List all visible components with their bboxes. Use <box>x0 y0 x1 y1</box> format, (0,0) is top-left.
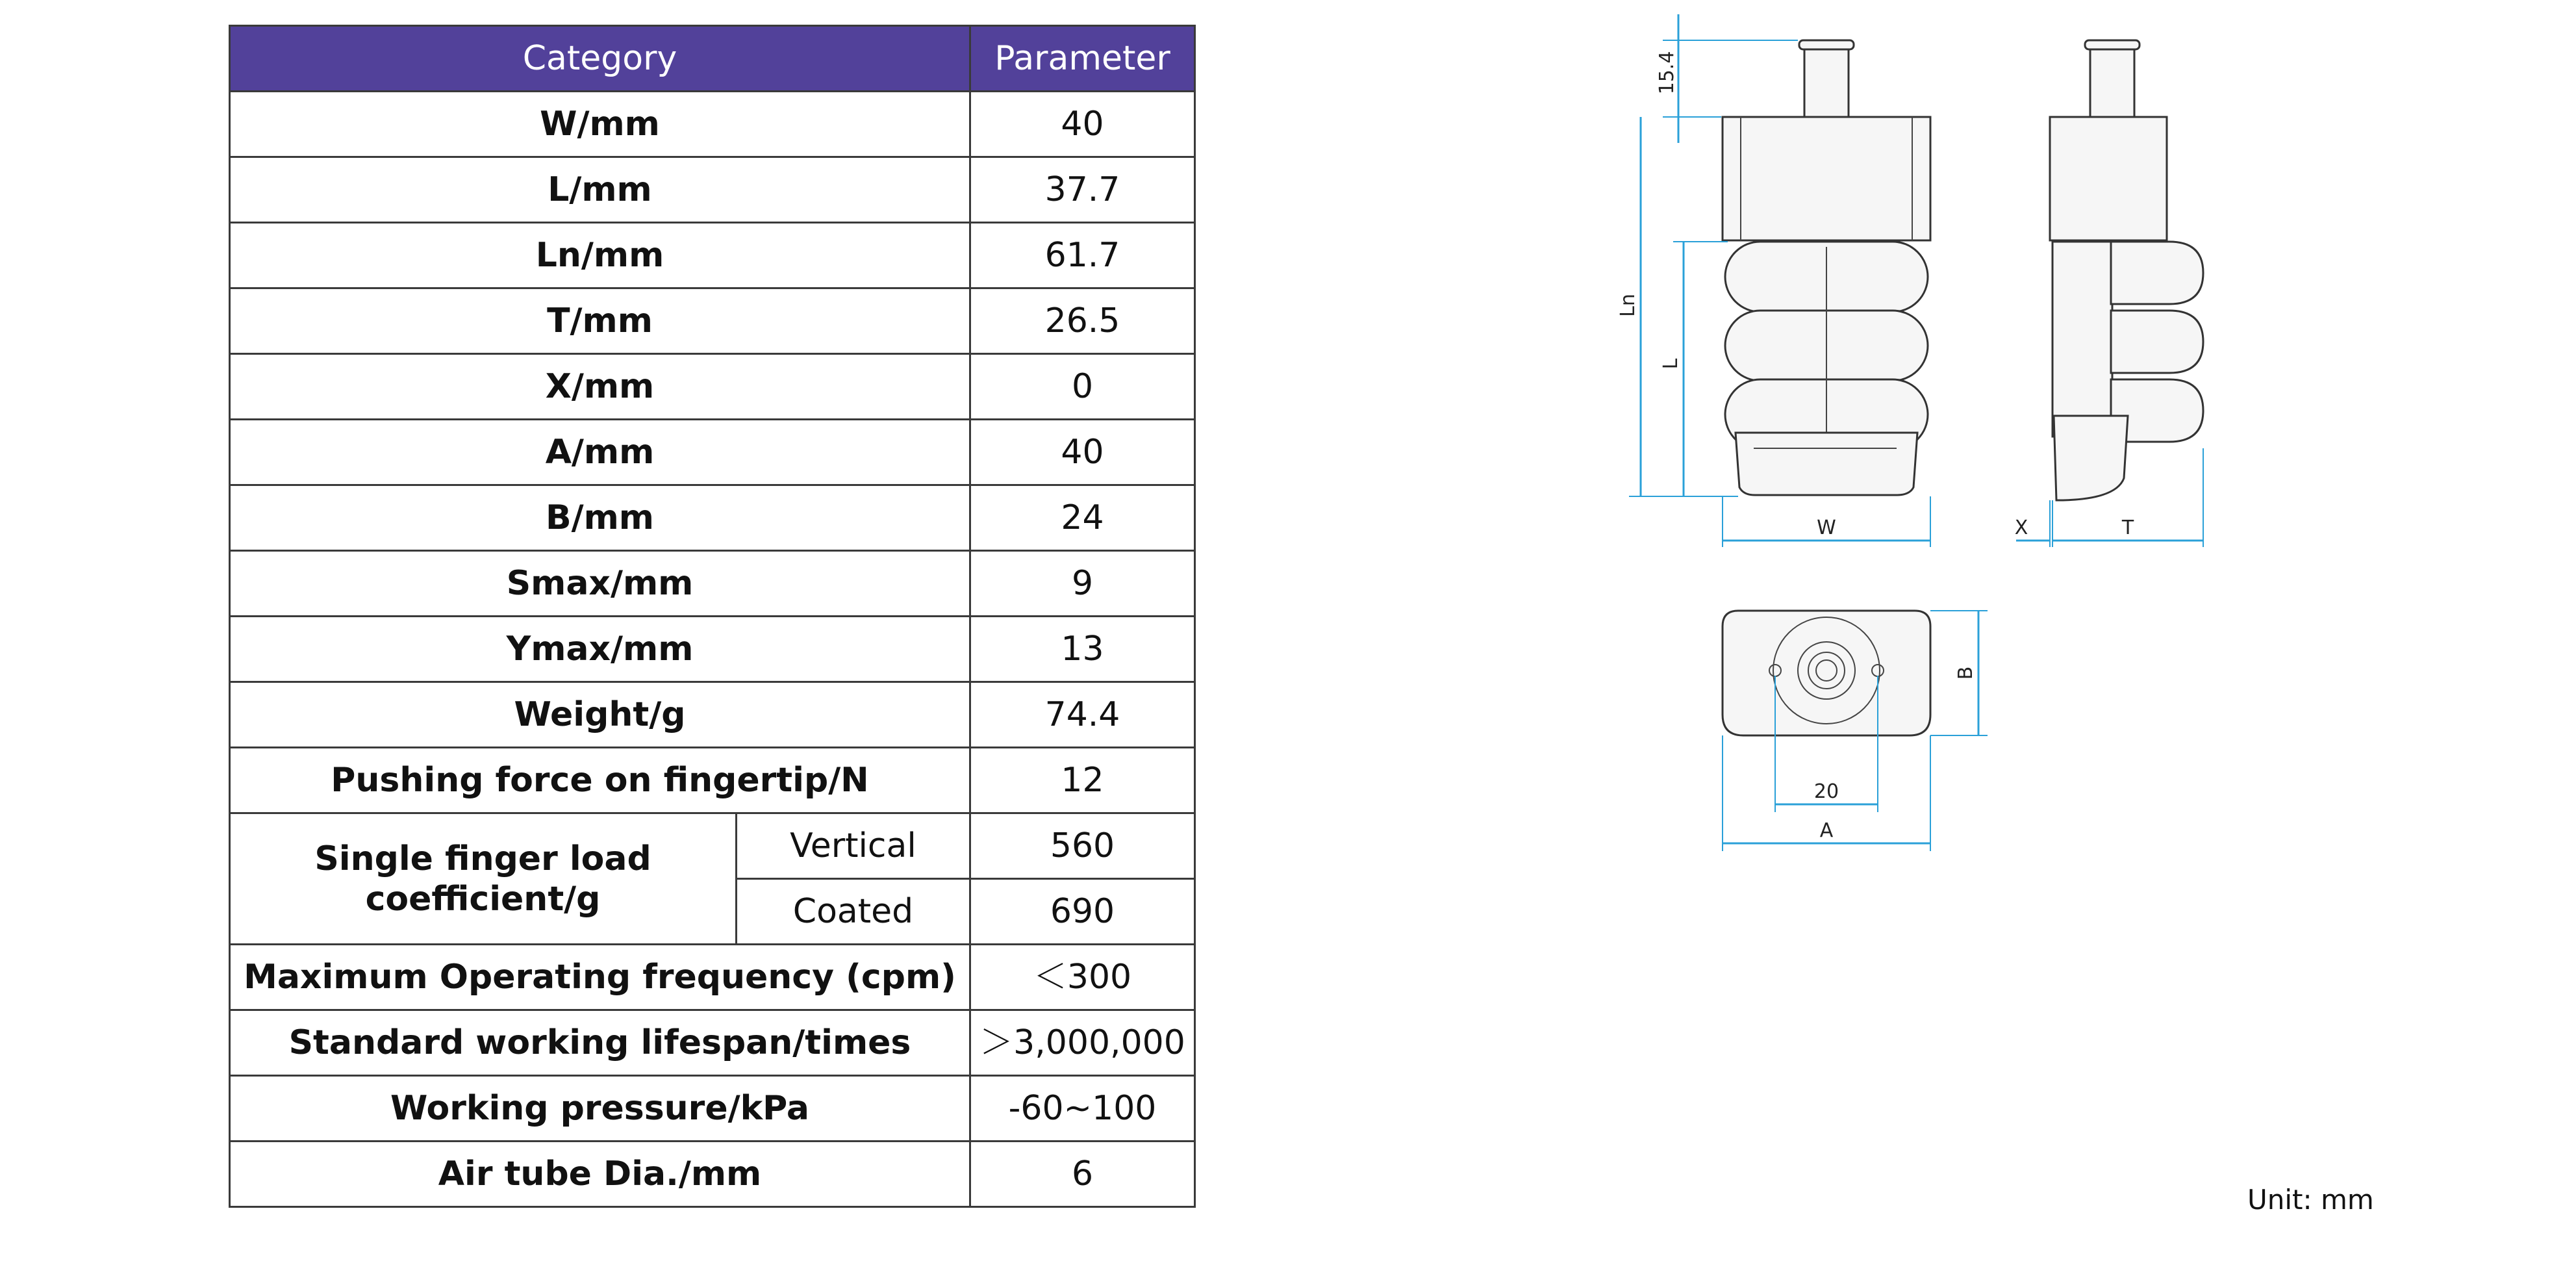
mount-block <box>1723 117 1930 240</box>
front-view <box>1723 40 1930 495</box>
label-top-height: 15.4 <box>1656 51 1678 95</box>
row-value: 37.7 <box>970 157 1195 223</box>
label-w: W <box>1817 517 1836 539</box>
label-x: X <box>2014 517 2028 539</box>
row-value: 40 <box>970 420 1195 485</box>
label-t: T <box>2121 517 2134 539</box>
label-hole-pitch: 20 <box>1813 780 1839 803</box>
side-fitting-cap <box>2085 40 2140 49</box>
bottom-outline <box>1723 611 1930 735</box>
unit-note: Unit: mm <box>2247 1184 2374 1216</box>
row-value: 74.4 <box>970 682 1195 748</box>
label-ln: Ln <box>1617 294 1639 317</box>
row-category: A/mm <box>230 420 970 485</box>
coated-value: 690 <box>970 879 1195 945</box>
row-value: 6 <box>970 1142 1195 1207</box>
row-category: Air tube Dia./mm <box>230 1142 970 1207</box>
fingertip-pad <box>1736 433 1917 495</box>
row-value: 13 <box>970 617 1195 682</box>
label-b: B <box>1954 666 1977 680</box>
row-category: Standard working lifespan/times <box>230 1010 970 1076</box>
vertical-label: Vertical <box>737 813 970 879</box>
row-value: 0 <box>970 354 1195 420</box>
row-value: ＞3,000,000 <box>970 1010 1195 1076</box>
load-category-line2: coefficient/g <box>365 879 601 919</box>
row-value: ＜300 <box>970 945 1195 1010</box>
air-fitting-stem <box>1804 49 1849 117</box>
row-value: -60~100 <box>970 1076 1195 1142</box>
row-value: 61.7 <box>970 223 1195 288</box>
side-mount-block <box>2050 117 2167 240</box>
row-category: Weight/g <box>230 682 970 748</box>
row-category: Ymax/mm <box>230 617 970 682</box>
coated-label: Coated <box>737 879 970 945</box>
row-category: Ln/mm <box>230 223 970 288</box>
row-category: Pushing force on fingertip/N <box>230 748 970 813</box>
side-bellow <box>2111 311 2203 373</box>
side-fingertip <box>2054 416 2128 500</box>
side-finger-body <box>2052 242 2112 437</box>
row-category: T/mm <box>230 288 970 354</box>
side-fitting-stem <box>2090 49 2134 117</box>
bottom-view <box>1723 611 1930 735</box>
row-value: 26.5 <box>970 288 1195 354</box>
row-value: 24 <box>970 485 1195 551</box>
row-category: B/mm <box>230 485 970 551</box>
row-category: Working pressure/kPa <box>230 1076 970 1142</box>
side-view <box>2050 40 2203 500</box>
load-category-line1: Single finger load <box>314 839 651 878</box>
air-fitting-cap <box>1799 40 1854 49</box>
row-category: Maximum Operating frequency (cpm) <box>230 945 970 1010</box>
row-category: W/mm <box>230 92 970 157</box>
label-a: A <box>1819 819 1834 842</box>
row-category: X/mm <box>230 354 970 420</box>
vertical-value: 560 <box>970 813 1195 879</box>
header-category: Category <box>230 26 970 92</box>
row-category: Smax/mm <box>230 551 970 617</box>
row-value: 12 <box>970 748 1195 813</box>
row-value: 9 <box>970 551 1195 617</box>
header-parameter: Parameter <box>970 26 1195 92</box>
row-value: 40 <box>970 92 1195 157</box>
row-category: L/mm <box>230 157 970 223</box>
side-bellow <box>2111 242 2203 304</box>
label-l: L <box>1660 358 1682 370</box>
